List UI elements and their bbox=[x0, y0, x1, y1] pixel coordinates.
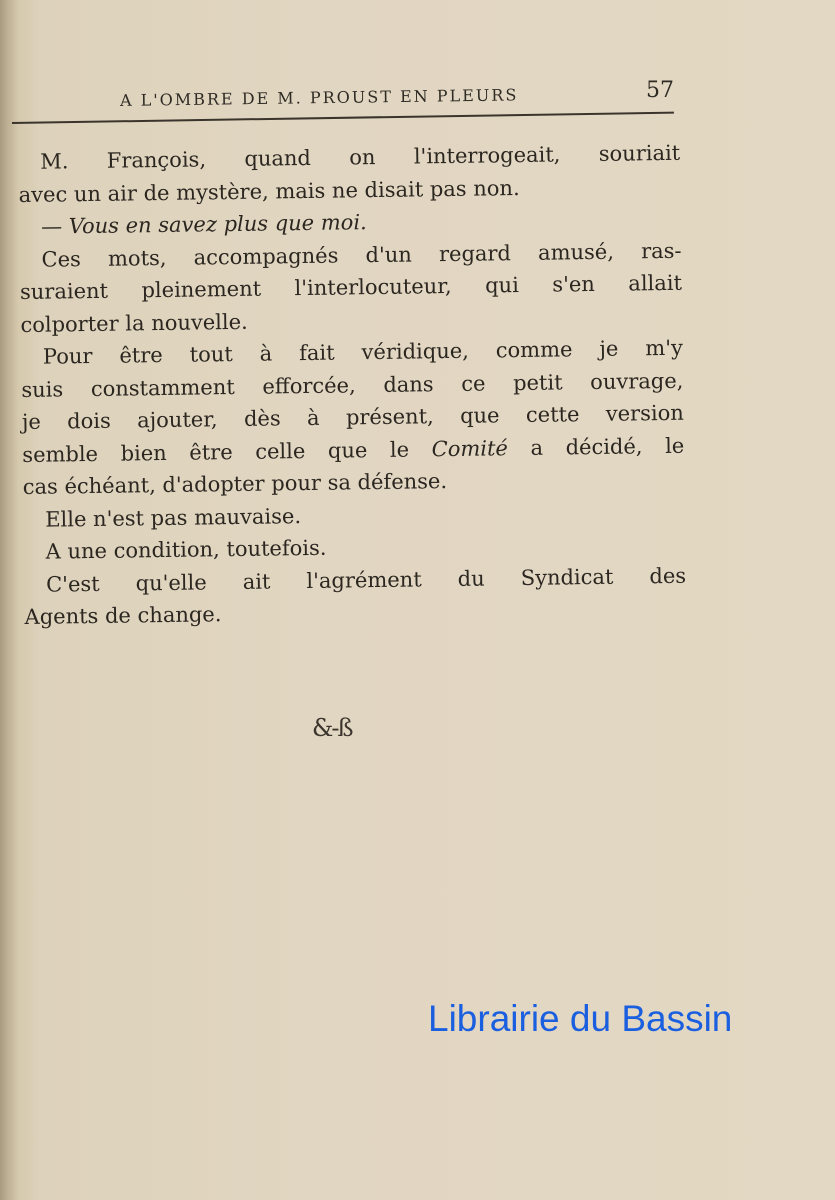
text-line: Pour être tout à fait véridique, comme je m'y bbox=[42, 335, 684, 369]
text-line: suraient pleinement l'interlocuteur, qui s'en allait bbox=[19, 270, 683, 304]
watermark-text: Librairie du Bassin bbox=[428, 998, 733, 1039]
text-line: Ces mots, accompagnés d'un regard amusé, ras- bbox=[41, 238, 682, 272]
text-line: C'est qu'elle ait l'agrément du Syndicat des bbox=[45, 563, 687, 597]
text-line-comite: semble bien être celle que le Comité a décidé, le bbox=[22, 433, 685, 467]
fleuron-ornament: &-ß bbox=[312, 714, 352, 742]
text-line: Agents de change. bbox=[24, 602, 222, 629]
text-line: — Vous en savez plus que moi. bbox=[40, 210, 367, 239]
text-line: M. François, quand on l'interrogeait, souriait bbox=[40, 140, 681, 174]
page-number: 57 bbox=[646, 78, 674, 103]
text-line: avec un air de mystère, mais ne disait pas non. bbox=[18, 175, 520, 207]
text-line: Elle n'est pas mauvaise. bbox=[45, 503, 302, 532]
text-line: cas échéant, d'adopter pour sa défense. bbox=[22, 469, 448, 499]
running-head: A L'OMBRE DE M. PROUST EN PLEURS bbox=[119, 85, 519, 110]
text-line: suis constamment efforcée, dans ce petit ouvrage, bbox=[21, 368, 684, 402]
text-line: A une condition, toutefois. bbox=[45, 535, 327, 564]
text-line: je dois ajouter, dès à présent, que cette version bbox=[21, 400, 684, 434]
facing-page-bleed bbox=[0, 130, 22, 1190]
body-text bbox=[18, 137, 687, 634]
text-line: colporter la nouvelle. bbox=[20, 309, 248, 337]
header-rule bbox=[12, 112, 674, 124]
